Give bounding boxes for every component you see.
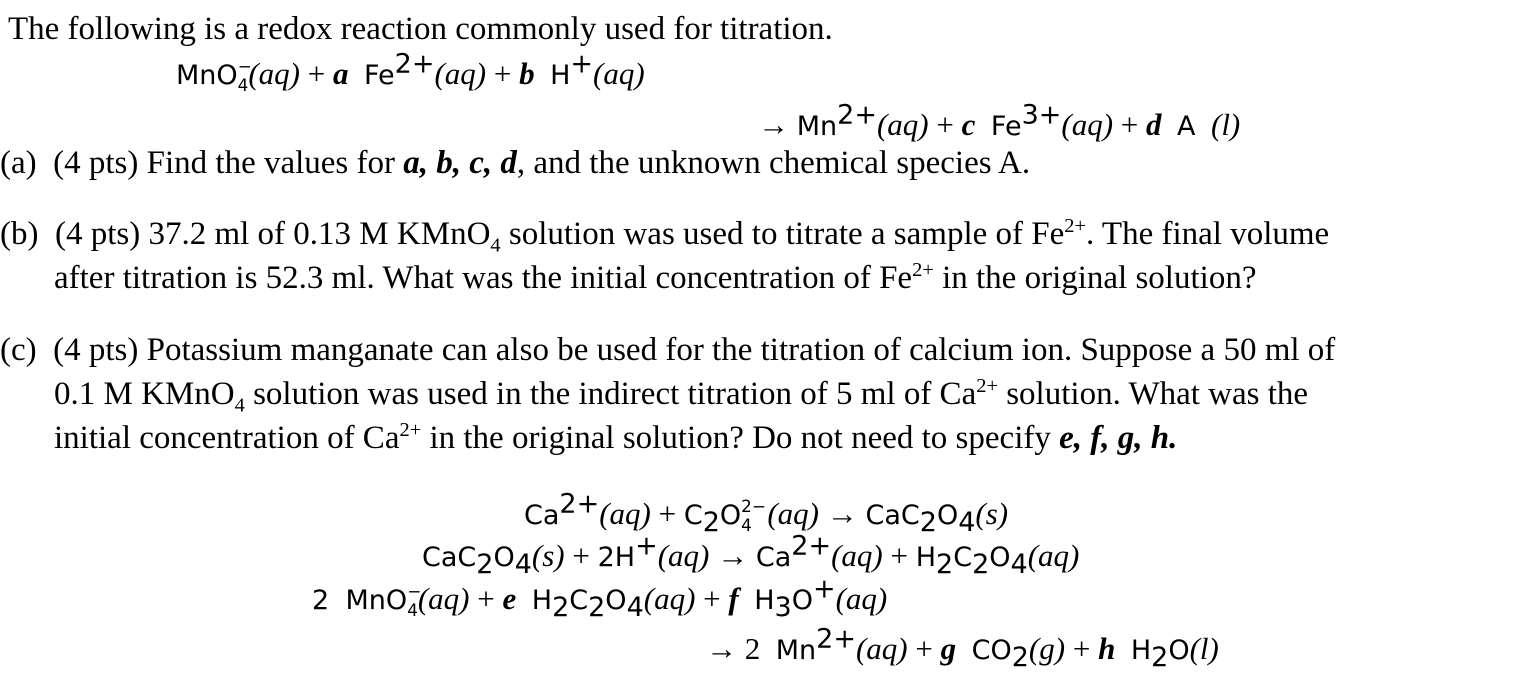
question-c-label: (c)	[0, 332, 37, 368]
coefficient-d: d	[1146, 107, 1162, 142]
intro-text: The following is a redox reaction commonly used for titration.	[8, 11, 833, 47]
equation-4: → 2 $Mn^{2+}(aq) + g$ $CO_2(g) + h$ $H_2O(l)$	[706, 623, 1219, 674]
question-b-line-2: after titration is 52.3 ml. What was the initial concentration of $Fe^{2+}$ in the original solution?	[54, 259, 1257, 296]
arrow-icon: →	[818, 496, 866, 531]
question-a: (a) (4 pts) Find the values for a, b, c, d, and the unknown chemical species A.	[0, 145, 1031, 181]
coefficient-g: g	[940, 631, 957, 666]
coefficient-h: h	[1098, 631, 1116, 666]
coefficient-a: a	[332, 56, 349, 91]
reaction-line-2: → $Mn^{2+}(aq) + c$ $Fe^{3+}(aq) + d$ A (l)	[758, 99, 1241, 142]
question-a-label: (a)	[0, 145, 37, 181]
arrow-icon: → 2	[706, 631, 768, 666]
reaction-line-1: MnO − $_4$(aq) + a $Fe^{2+}(aq) + b$ H+(aq)	[176, 48, 645, 95]
equation-1: $Ca^{2+}(aq) + C_2O$ 2− $_4$ $(aq) \to CaC_2O_4(s)$	[524, 488, 1009, 539]
coefficient-f: f	[728, 581, 739, 616]
question-c-line-3: initial concentration of $Ca^{2+}$ in the original solution? Do not need to specify e, f, g, h.	[54, 419, 1178, 456]
question-b-line-1: (b) (4 pts) 37.2 ml of 0.13 M KMnO$_4$ solution was used to titrate a sample of $Fe^{2+}$. The final volume	[0, 215, 1330, 257]
arrow-icon: →	[758, 107, 797, 142]
coefficient-e: e	[502, 581, 517, 616]
question-c-line-2: 0.1 M KMnO$_4$ solution was used in the indirect titration of 5 ml of $Ca^{2+}$ solution. What was the	[54, 375, 1309, 417]
equation-3: 2 MnO − $_4$(aq) + e $H_2C_2O_4(aq) + f$ $H_3O^+(aq)$	[312, 573, 888, 624]
question-b-label: (b)	[0, 216, 39, 252]
equation-2: $CaC_2O_4(s) + 2H^+(aq) \to Ca^{2+}(aq) + H_2C_2O_4(aq)$	[422, 530, 1080, 581]
coefficient-c: c	[961, 107, 976, 142]
coefficient-b: b	[519, 56, 535, 91]
arrow-icon: →	[709, 538, 756, 573]
question-c-line-1: (c) (4 pts) Potassium manganate can also be used for the titration of calcium ion. Suppose a 50 ml of	[0, 332, 1336, 368]
